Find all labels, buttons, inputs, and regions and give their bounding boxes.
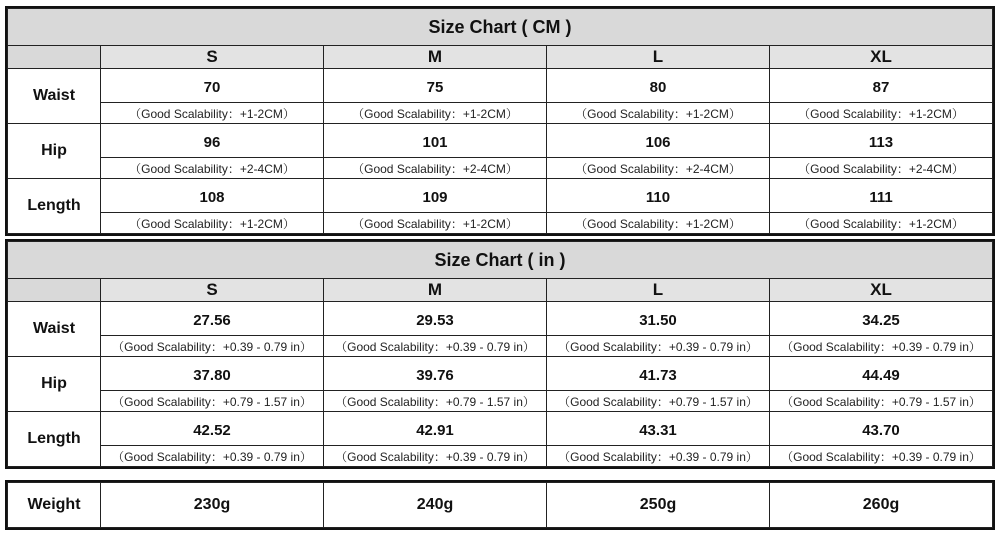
- note-cell: （Good Scalability：+0.39 - 0.79 in）: [101, 336, 324, 357]
- value-cell: 27.56: [101, 302, 324, 336]
- value-cell: 43.70: [770, 412, 993, 446]
- table-row: [8, 412, 993, 446]
- table-row: [8, 391, 993, 412]
- row-label-length: Length: [8, 179, 101, 234]
- note-cell: （Good Scalability：+2-4CM）: [101, 158, 324, 179]
- table-row: [8, 483, 993, 528]
- value-cell: 96: [101, 124, 324, 158]
- size-header-s: S: [101, 279, 324, 302]
- row-label-hip: Hip: [8, 357, 101, 412]
- table-row: [8, 357, 993, 391]
- table-row: [8, 124, 993, 158]
- weight-table: [5, 480, 995, 530]
- note-cell: （Good Scalability：+0.39 - 0.79 in）: [324, 336, 547, 357]
- table-row: [8, 103, 993, 124]
- row-label-hip: Hip: [8, 124, 101, 179]
- note-cell: （Good Scalability：+0.79 - 1.57 in）: [770, 391, 993, 412]
- note-cell: （Good Scalability：+0.39 - 0.79 in）: [770, 336, 993, 357]
- size-header-xl: XL: [770, 279, 993, 302]
- row-label-weight: Weight: [8, 483, 101, 528]
- weight-cell: 250g: [547, 483, 770, 528]
- note-cell: （Good Scalability：+0.39 - 0.79 in）: [324, 446, 547, 467]
- value-cell: 111: [770, 179, 993, 213]
- size-header-l: L: [547, 46, 770, 69]
- value-cell: 41.73: [547, 357, 770, 391]
- size-header-m: M: [324, 46, 547, 69]
- note-cell: （Good Scalability：+1-2CM）: [101, 103, 324, 124]
- note-cell: （Good Scalability：+1-2CM）: [547, 213, 770, 234]
- value-cell: 42.91: [324, 412, 547, 446]
- value-cell: 75: [324, 69, 547, 103]
- corner-cell: [8, 46, 101, 69]
- table-row: [8, 179, 993, 213]
- note-cell: （Good Scalability：+1-2CM）: [324, 103, 547, 124]
- value-cell: 110: [547, 179, 770, 213]
- value-cell: 31.50: [547, 302, 770, 336]
- row-label-waist: Waist: [8, 69, 101, 124]
- value-cell: 109: [324, 179, 547, 213]
- value-cell: 87: [770, 69, 993, 103]
- table-row: [8, 213, 993, 234]
- note-cell: （Good Scalability：+2-4CM）: [547, 158, 770, 179]
- table-row: [8, 302, 993, 336]
- note-cell: （Good Scalability：+1-2CM）: [101, 213, 324, 234]
- value-cell: 108: [101, 179, 324, 213]
- value-cell: 101: [324, 124, 547, 158]
- value-cell: 44.49: [770, 357, 993, 391]
- size-chart-cm: [5, 6, 995, 236]
- in-chart-title: Size Chart ( in ): [8, 242, 993, 279]
- note-cell: （Good Scalability：+0.79 - 1.57 in）: [324, 391, 547, 412]
- corner-cell: [8, 279, 101, 302]
- value-cell: 42.52: [101, 412, 324, 446]
- note-cell: （Good Scalability：+1-2CM）: [770, 213, 993, 234]
- weight-cell: 240g: [324, 483, 547, 528]
- value-cell: 39.76: [324, 357, 547, 391]
- note-cell: （Good Scalability：+0.79 - 1.57 in）: [547, 391, 770, 412]
- row-label-waist: Waist: [8, 302, 101, 357]
- note-cell: （Good Scalability：+0.39 - 0.79 in）: [101, 446, 324, 467]
- note-cell: （Good Scalability：+2-4CM）: [770, 158, 993, 179]
- value-cell: 37.80: [101, 357, 324, 391]
- note-cell: （Good Scalability：+1-2CM）: [547, 103, 770, 124]
- note-cell: （Good Scalability：+0.39 - 0.79 in）: [547, 336, 770, 357]
- cm-chart-title: Size Chart ( CM ): [8, 9, 993, 46]
- note-cell: （Good Scalability：+0.79 - 1.57 in）: [101, 391, 324, 412]
- weight-cell: 230g: [101, 483, 324, 528]
- value-cell: 113: [770, 124, 993, 158]
- size-header-l: L: [547, 279, 770, 302]
- size-header-s: S: [101, 46, 324, 69]
- value-cell: 106: [547, 124, 770, 158]
- note-cell: （Good Scalability：+0.39 - 0.79 in）: [547, 446, 770, 467]
- size-header-xl: XL: [770, 46, 993, 69]
- weight-cell: 260g: [770, 483, 993, 528]
- table-row: [8, 336, 993, 357]
- value-cell: 70: [101, 69, 324, 103]
- note-cell: （Good Scalability：+2-4CM）: [324, 158, 547, 179]
- size-chart-in: [5, 239, 995, 469]
- note-cell: （Good Scalability：+0.39 - 0.79 in）: [770, 446, 993, 467]
- value-cell: 80: [547, 69, 770, 103]
- table-row: [8, 446, 993, 467]
- size-header-m: M: [324, 279, 547, 302]
- value-cell: 43.31: [547, 412, 770, 446]
- note-cell: （Good Scalability：+1-2CM）: [770, 103, 993, 124]
- value-cell: 29.53: [324, 302, 547, 336]
- note-cell: （Good Scalability：+1-2CM）: [324, 213, 547, 234]
- value-cell: 34.25: [770, 302, 993, 336]
- table-row: [8, 69, 993, 103]
- table-row: [8, 158, 993, 179]
- row-label-length: Length: [8, 412, 101, 467]
